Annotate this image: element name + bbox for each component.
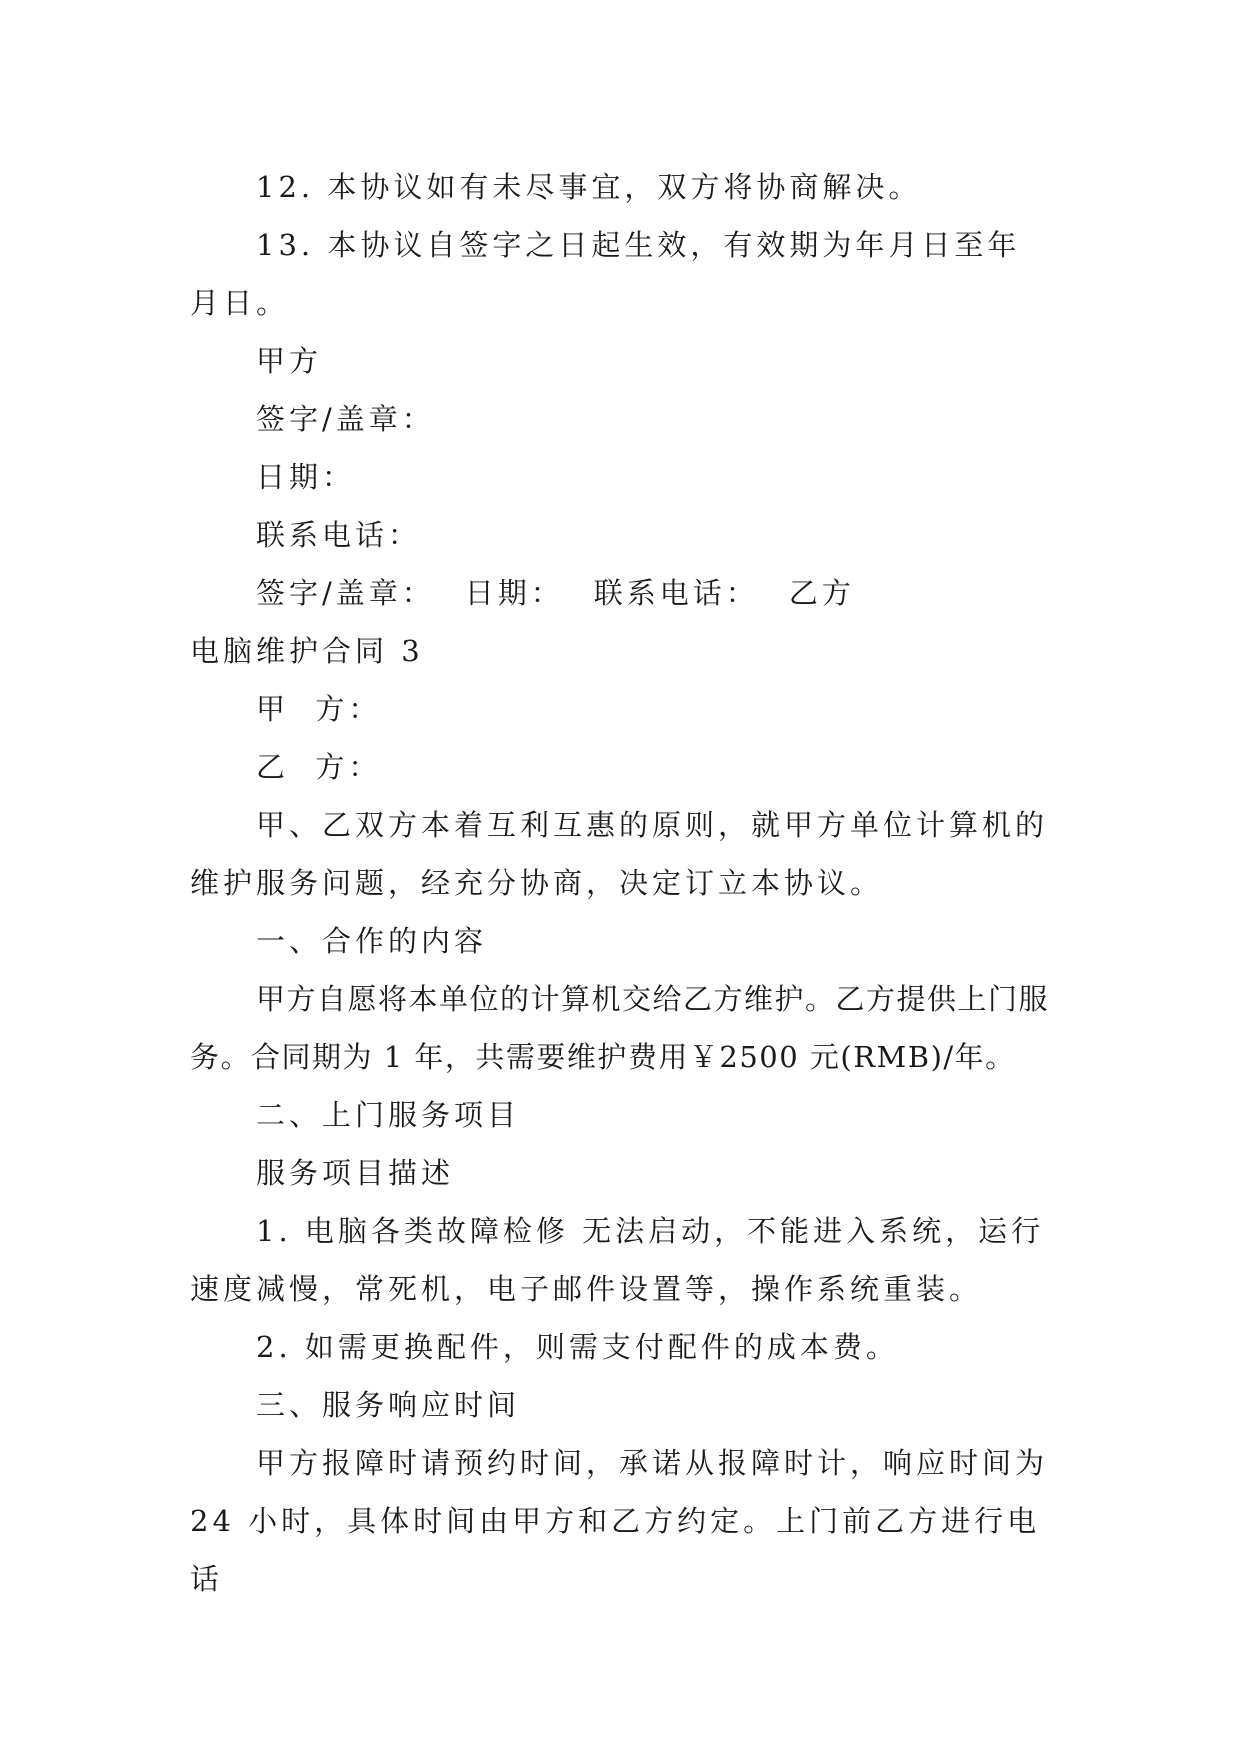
party-b-field: 乙 方： [256, 750, 382, 784]
section-1-heading: 一、合作的内容 [256, 924, 488, 958]
party-b-phone-label: 联系电话： [593, 576, 759, 610]
section-2-heading: 二、上门服务项目 [256, 1098, 521, 1132]
party-a-field: 甲 方： [256, 692, 382, 726]
party-b-signature-row [190, 564, 1050, 622]
party-b-date-label: 日期： [464, 576, 564, 610]
preamble-paragraph: 甲、乙双方本着互利互惠的原则，就甲方单位计算机的维护服务问题，经充分协商，决定订立本协议。 [190, 808, 1049, 900]
party-a-phone-label: 联系电话： [256, 518, 422, 552]
section-3-heading: 三、服务响应时间 [256, 1388, 521, 1422]
party-a-signature-label: 签字/盖章： [256, 402, 435, 436]
clause-12: 12. 本协议如有未尽事宜，双方将协商解决。 [256, 170, 922, 204]
contract-title: 电脑维护合同 3 [190, 634, 424, 668]
service-item-2: 2. 如需更换配件，则需支付配件的成本费。 [256, 1330, 899, 1364]
clause-13: 13. 本协议自签字之日起生效，有效期为年月日至年月日。 [190, 228, 1021, 320]
service-item-description-label: 服务项目描述 [256, 1156, 455, 1190]
section-3-paragraph: 甲方报障时请预约时间，承诺从报障时计，响应时间为 24 小时，具体时间由甲方和乙方约定。上门前乙方进行电话 [190, 1446, 1049, 1596]
service-item-1: 1. 电脑各类故障检修 无法启动，不能进入系统，运行速度减慢，常死机，电子邮件设置等，操作系统重装。 [190, 1214, 1045, 1306]
document-body [190, 158, 1050, 1608]
party-a-label: 甲方 [256, 344, 323, 378]
party-b-label: 乙方 [788, 576, 855, 610]
party-a-date-label: 日期： [256, 460, 356, 494]
party-b-signature-label: 签字/盖章： [256, 576, 435, 610]
section-1-paragraph: 甲方自愿将本单位的计算机交给乙方维护。乙方提供上门服务。合同期为 1 年，共需要维护费用￥2500 元(RMB)/年。 [190, 982, 1050, 1074]
